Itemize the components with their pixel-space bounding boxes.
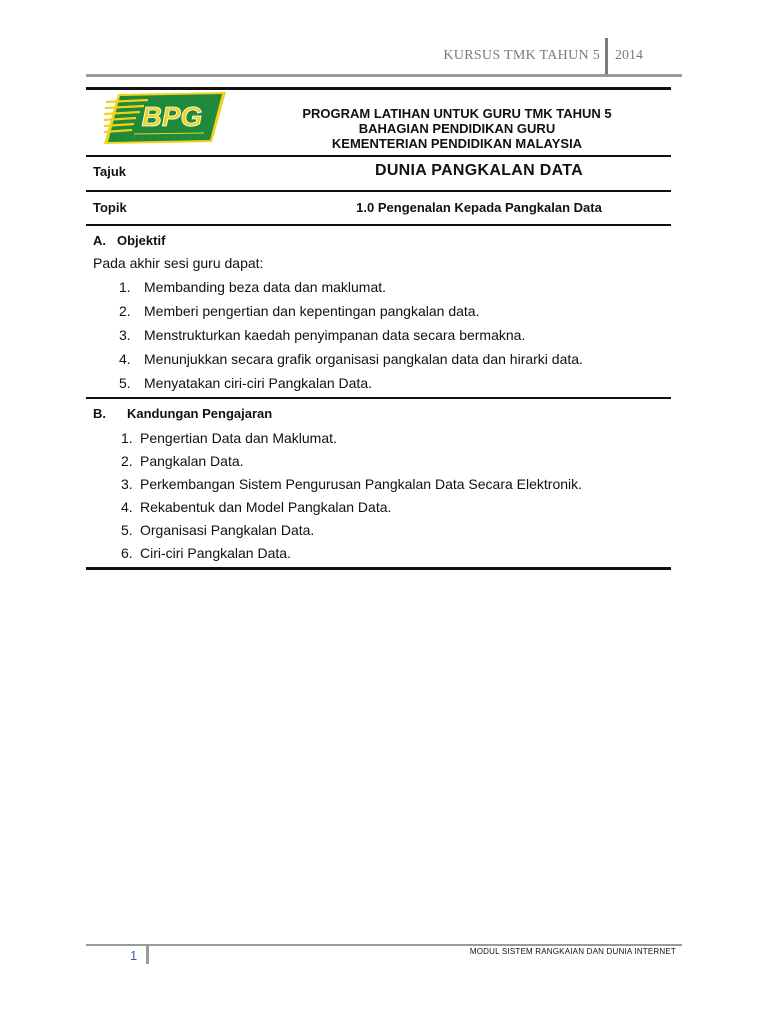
footer-module-title: MODUL SISTEM RANGKAIAN DAN DUNIA INTERNET [469, 947, 676, 956]
section-a-intro: Pada akhir sesi guru dapat: [93, 255, 264, 271]
section-a-heading [93, 233, 165, 248]
topik-label: Topik [93, 200, 127, 215]
list-item-text: Membanding beza data dan maklumat. [144, 279, 387, 295]
logo-lettering: BPG [141, 101, 203, 132]
content-list [121, 429, 582, 567]
list-item-number: 2. [121, 453, 133, 469]
list-item [119, 302, 583, 326]
list-item [121, 544, 582, 567]
header-rule [86, 74, 682, 77]
list-item-text: Menunjukkan secara grafik organisasi pangkalan data dan hirarki data. [144, 351, 583, 367]
section-b-title: Kandungan Pengajaran [127, 406, 273, 421]
list-item-number: 1. [121, 430, 133, 446]
table-rule [86, 224, 671, 226]
list-item-number: 6. [121, 545, 133, 561]
running-header-year: 2014 [615, 48, 643, 63]
objective-list [119, 278, 583, 398]
list-item [121, 521, 582, 544]
section-a-letter: A. [93, 233, 106, 248]
list-item [121, 498, 582, 521]
list-item-text: Memberi pengertian dan kepentingan pangkalan data. [144, 303, 480, 319]
list-item [121, 429, 582, 452]
list-item [119, 326, 583, 350]
program-line-1: PROGRAM LATIHAN UNTUK GURU TMK TAHUN 5 [302, 106, 612, 121]
list-item [119, 278, 583, 302]
bpg-logo [104, 90, 226, 146]
list-item [119, 350, 583, 374]
table-rule [86, 155, 671, 157]
section-b-heading [93, 406, 272, 421]
section-b-letter: B. [93, 406, 106, 421]
tajuk-value: DUNIA PANGKALAN DATA [374, 162, 584, 179]
list-item [121, 452, 582, 475]
header-divider [605, 38, 608, 74]
list-item-number: 5. [121, 522, 133, 538]
section-a-title: Objektif [117, 233, 166, 248]
footer-rule [86, 944, 682, 946]
list-item-text: Ciri-ciri Pangkalan Data. [140, 545, 291, 561]
list-item [121, 475, 582, 498]
footer-divider [146, 946, 149, 964]
page-number: 1 [130, 948, 138, 963]
list-item-number: 4. [119, 351, 131, 367]
program-heading [270, 106, 644, 151]
topik-value: 1.0 Pengenalan Kepada Pangkalan Data [356, 200, 602, 215]
list-item-text: Pangkalan Data. [140, 453, 244, 469]
list-item-text: Pengertian Data dan Maklumat. [140, 430, 337, 446]
list-item-text: Rekabentuk dan Model Pangkalan Data. [140, 499, 392, 515]
list-item-number: 5. [119, 375, 131, 391]
list-item-text: Organisasi Pangkalan Data. [140, 522, 315, 538]
list-item-number: 3. [119, 327, 131, 343]
list-item-text: Perkembangan Sistem Pengurusan Pangkalan Data Secara Elektronik. [140, 476, 583, 492]
table-rule [86, 190, 671, 192]
program-line-3: KEMENTERIAN PENDIDIKAN MALAYSIA [331, 136, 583, 151]
list-item-text: Menstrukturkan kaedah penyimpanan data secara bermakna. [144, 327, 526, 343]
list-item [119, 374, 583, 398]
list-item-number: 1. [119, 279, 131, 295]
program-line-2: BAHAGIAN PENDIDIKAN GURU [358, 121, 556, 136]
list-item-number: 2. [119, 303, 131, 319]
table-bottom-rule [86, 567, 671, 570]
table-rule [86, 397, 671, 399]
list-item-text: Menyatakan ciri-ciri Pangkalan Data. [144, 375, 372, 391]
list-item-number: 3. [121, 476, 133, 492]
tajuk-label: Tajuk [93, 164, 126, 179]
list-item-number: 4. [121, 499, 133, 515]
running-header-course: KURSUS TMK TAHUN 5 [443, 48, 600, 63]
